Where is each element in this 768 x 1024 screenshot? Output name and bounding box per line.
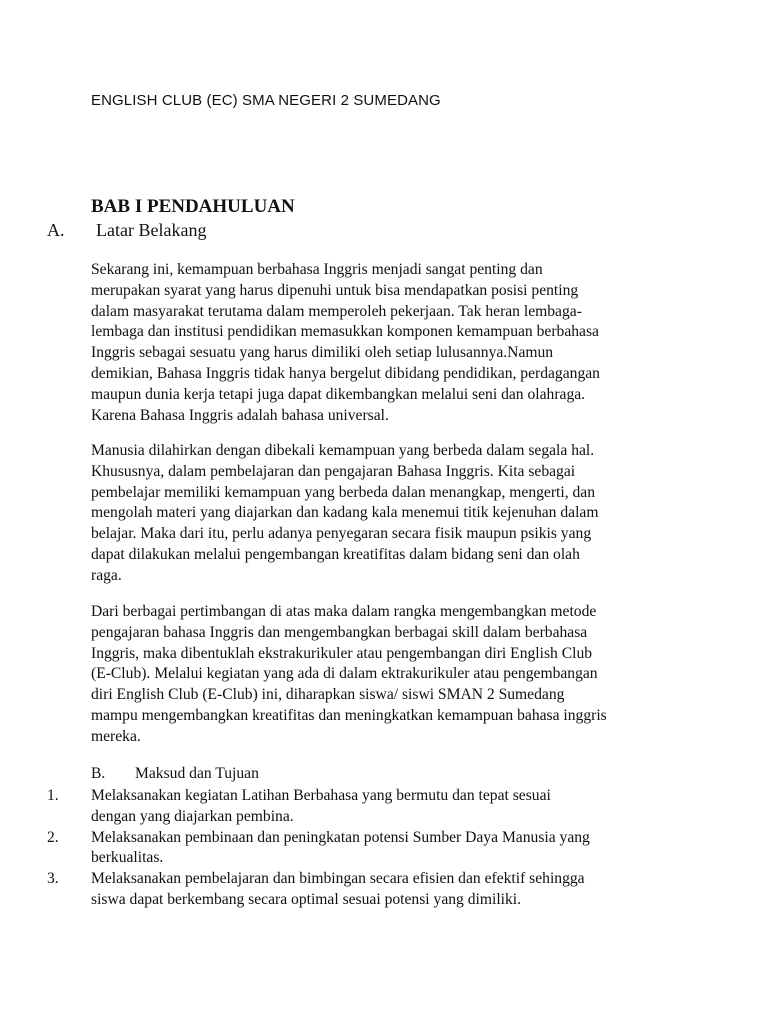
list-item-line: berkualitas. [91, 849, 164, 867]
paragraph-line: diri English Club (E-Club) ini, diharapkan siswa/ siswi SMAN 2 Sumedang [91, 686, 565, 704]
paragraph-line: Inggris, maka dibentuklah ekstrakurikuler atau pengembangan diri English Club [91, 644, 593, 662]
list-item-text [91, 828, 590, 870]
list-item-line: Melaksanakan pembinaan dan peningkatan potensi Sumber Daya Manusia yang [91, 828, 590, 846]
section-a-heading [47, 220, 206, 241]
list-item-line: dengan yang diajarkan pembina. [91, 807, 294, 825]
list-item-line: siswa dapat berkembang secara optimal sesuai potensi yang dimiliki. [91, 890, 522, 908]
section-b-title: Maksud dan Tujuan [135, 765, 259, 782]
paragraph-line: Manusia dilahirkan dengan dibekali kemampuan yang berbeda dalam segala hal. [91, 442, 595, 459]
paragraph-line: mampu mengembangkan kreatifitas dan meningkatkan kemampuan bahasa inggris [91, 706, 607, 724]
paragraph-line: dalam masyarakat terutama dalam memperoleh pekerjaan. Tak heran lembaga- [91, 302, 582, 320]
paragraph-1 [91, 260, 691, 426]
list-item-number: 1. [47, 787, 59, 804]
paragraph-line: maupun dunia kerja tetapi juga dapat dikembangkan melalui seni dan olahraga. [91, 385, 586, 403]
paragraph-line: Dari berbagai pertimbangan di atas maka dalam rangka mengembangkan metode [91, 603, 597, 620]
list-item-text [91, 869, 585, 911]
paragraph-3 [91, 602, 691, 748]
paragraph-line: dapat dilakukan melalui pengembangan kreatifitas dalam bidang seni dan olah [91, 545, 580, 563]
paragraph-line: pembelajar memiliki kemampuan yang berbeda dalan menangkap, mengerti, dan [91, 483, 596, 501]
paragraph-line: Khususnya, dalam pembelajaran dan pengajaran Bahasa Inggris. Kita sebagai [91, 462, 576, 480]
paragraph-line: demikian, Bahasa Inggris tidak hanya bergelut dibidang pendidikan, perdagangan [91, 364, 600, 382]
section-a-title: Latar Belakang [96, 220, 207, 240]
paragraph-line: (E-Club). Melalui kegiatan yang ada di dalam ektrakurikuler atau pengembangan [91, 665, 598, 683]
list-item-line: Melaksanakan kegiatan Latihan Berbahasa yang bermutu dan tepat sesuai [91, 787, 551, 804]
paragraph-line: pengajaran bahasa Inggris dan mengembangkan berbagai skill dalam berbahasa [91, 623, 588, 641]
paragraph-line: mereka. [91, 727, 141, 745]
list-item [0, 869, 768, 911]
paragraph-line: mengolah materi yang diajarkan dan kadang kala menemui titik kejenuhan dalam [91, 504, 599, 522]
section-b-heading [91, 765, 259, 783]
paragraph-2 [91, 441, 691, 587]
paragraph-line: Sekarang ini, kemampuan berbahasa Inggris menjadi sangat penting dan [91, 261, 543, 278]
chapter-title: BAB I PENDAHULUAN [91, 196, 295, 217]
section-a-letter: A. [47, 220, 65, 240]
list-item-text [91, 786, 551, 828]
list-item-line: Melaksanakan pembelajaran dan bimbingan secara efisien dan efektif sehingga [91, 870, 585, 888]
paragraph-line: Karena Bahasa Inggris adalah bahasa universal. [91, 406, 389, 424]
document-header: ENGLISH CLUB (EC) SMA NEGERI 2 SUMEDANG [91, 92, 441, 109]
paragraph-line: Inggris sebagai sesuatu yang harus dimiliki oleh setiap lulusannya.Namun [91, 344, 554, 362]
list-item-number: 3. [47, 870, 59, 888]
list-item [0, 786, 768, 828]
list-item-number: 2. [47, 828, 59, 846]
paragraph-line: merupakan syarat yang harus dipenuhi untuk bisa mendapatkan posisi penting [91, 281, 579, 299]
objectives-list [0, 786, 768, 911]
paragraph-line: lembaga dan institusi pendidikan memasukkan komponen kemampuan berbahasa [91, 323, 599, 341]
paragraph-line: belajar. Maka dari itu, perlu adanya penyegaran secara fisik maupun psikis yang [91, 525, 592, 543]
list-item [0, 828, 768, 870]
section-b-letter: B. [91, 765, 106, 782]
paragraph-line: raga. [91, 566, 122, 584]
